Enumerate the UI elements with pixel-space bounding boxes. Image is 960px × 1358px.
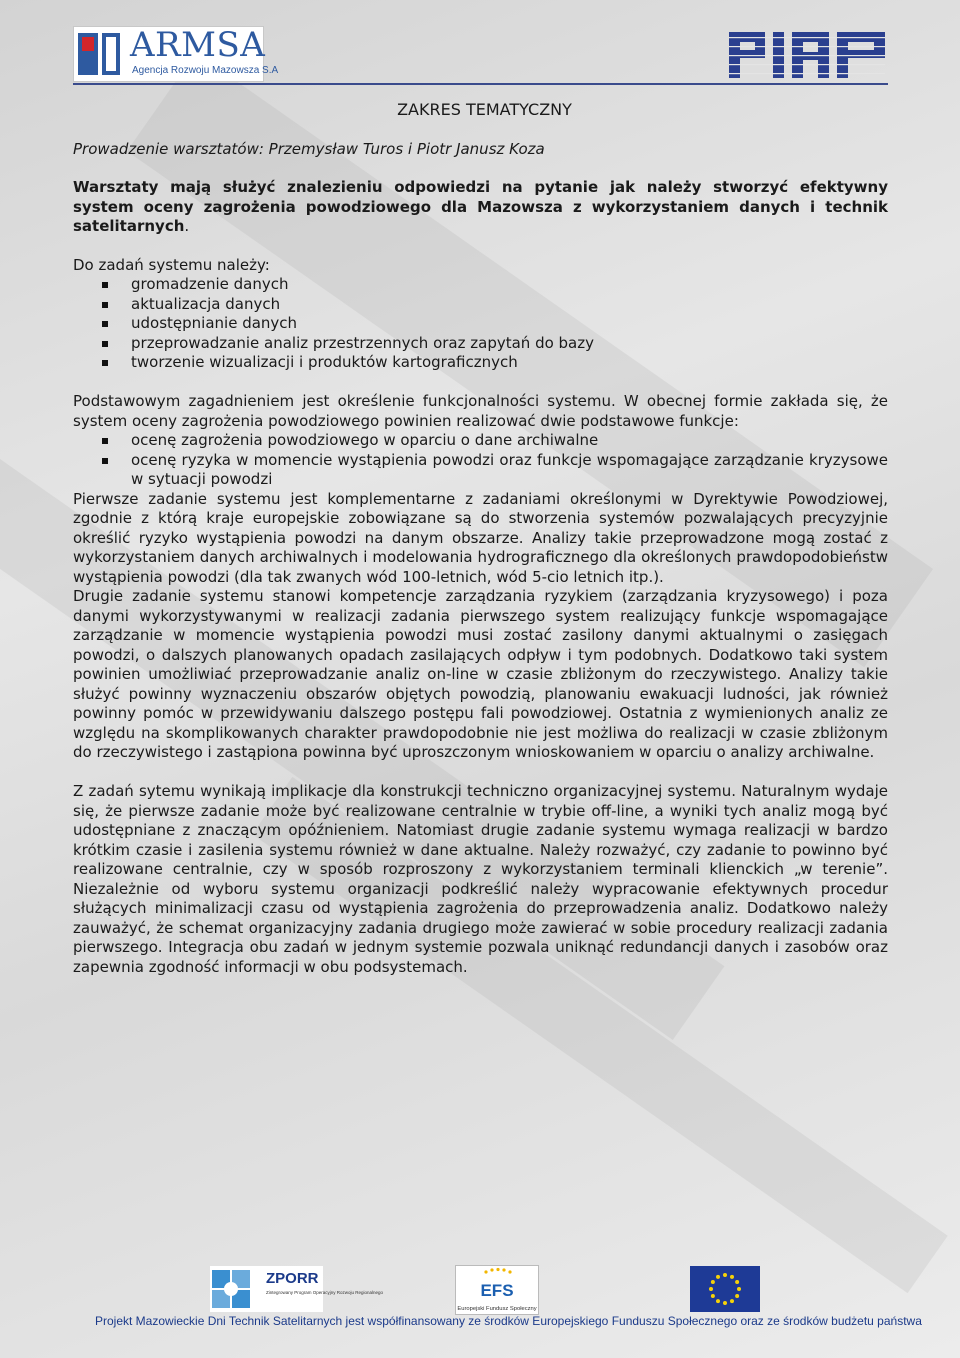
- zporr-name: ZPORR: [266, 1270, 319, 1287]
- armsa-logo: [73, 25, 279, 82]
- list-item: ocenę zagrożenia powodziowego w oparciu o dane archiwalne: [73, 431, 888, 451]
- functions-list: [73, 431, 888, 490]
- eu-star: [711, 1294, 715, 1298]
- spacer: [73, 763, 888, 783]
- eu-star: [735, 1294, 739, 1298]
- eu-star: [735, 1280, 739, 1284]
- page-header: [73, 26, 888, 86]
- footer-funding-note: Projekt Mazowieckie Dni Technik Satelitarnych jest współfinansowany ze środków Europejskiego Funduszu Społecznego oraz ze środków budżetu państwa: [95, 1314, 922, 1328]
- list-item: przeprowadzanie analiz przestrzennych oraz zapytań do bazy: [73, 334, 888, 354]
- spacer: [73, 373, 888, 393]
- zporr-subtitle: Zintegrowany Program Operacyjny Rozwoju Regionalnego: [266, 1290, 384, 1295]
- piap-logo: [729, 30, 885, 80]
- paragraph-first-task: Pierwsze zadanie systemu jest komplementarne z zadaniami określonymi w Dyrektywie Powodziowej, zgodnie z którą kraje europejskie zobowiązane są do stworzenia systemów pozwalających precyzyjnie określić ryzyko wystąpienia powodzi na danym obszarze. Analizy takie przeprowadzone mogą zostać z wykorzystaniem danych archiwalnych i modelowania hydrograficznego dla określonych prawdopodobieństw wystąpienia powodzi (dla tak zwanych wód 100-letnich, wód 5-cio letnich itp.).: [73, 489, 888, 586]
- eu-star: [716, 1275, 720, 1279]
- eu-star: [723, 1301, 727, 1305]
- eu-flag-icon: [690, 1266, 760, 1312]
- efs-name: EFS: [480, 1281, 514, 1300]
- eu-star: [730, 1275, 734, 1279]
- eu-star: [716, 1299, 720, 1303]
- efs-subtitle: Europejski Fundusz Społeczny: [457, 1306, 537, 1312]
- intro-bold-text: Warsztaty mają służyć znalezieniu odpowiedzi na pytanie jak należy stworzyć efektywny system oceny zagrożenia powodziowego dla Mazowsza z wykorzystaniem danych i technik satelitarnych: [73, 178, 888, 235]
- list-item: tworzenie wizualizacji i produktów kartograficznych: [73, 353, 888, 373]
- tasks-list: [73, 275, 888, 373]
- eu-star: [711, 1280, 715, 1284]
- section-title: ZAKRES TEMATYCZNY: [397, 100, 572, 119]
- footer-logos: [0, 1264, 960, 1314]
- efs-logo: [455, 1265, 539, 1315]
- header-rule: [73, 83, 888, 85]
- efs-mark-icon: [456, 1266, 538, 1314]
- zporr-logo: [210, 1266, 384, 1312]
- paragraph-second-task: Drugie zadanie systemu stanowi kompetencje zarządzania ryzykiem (zarządzania kryzysowego) i poza danymi wykorzystywanymi w realizacji zadania pierwszego system realizujący funkcje wspomagające zarządzanie w momencie wystąpienia powodzi musi zostać zasilony danymi aktualnymi o zasięgach powodzi, o dalszych planowanych opadach zasilających odpływ i tym podobnych. Dodatkowo taki system powinien umożliwiać przeprowadzanie analiz on-line w czasie zbliżonym do rzeczywistego. Analizy takie służyć powinny wyznaczeniu obszarów objętych powodzią, planowaniu ewakuacji ludności, jak również powinny pomóc w przewidywaniu dalszego postępu fali powodziowej. Ostatnia z wymienionych analiz ze względu na skomplikowanych charakter prawdopodobnie nie jest możliwa do realizacji w czasie zbliżonym do rzeczywistego i zastąpiona powinna być uproszczonym wnioskowaniem w oparciu o analizy archiwalne.: [73, 587, 888, 761]
- eu-star: [709, 1287, 713, 1291]
- armsa-logo-name: ARMSA: [130, 25, 266, 65]
- list-item: aktualizacja danych: [73, 295, 888, 315]
- eu-star: [730, 1299, 734, 1303]
- paragraph-implications: Z zadań sytemu wynikają implikacje dla konstrukcji techniczno organizacyjnej systemu. Naturalnym wydaje się, że pierwsze zadanie może być realizowane centralnie w trybie off-line, a wyniki tych analiz mogą być udostępniane z znaczącym opóźnieniem. Natomiast drugie zadanie systemu wymaga realizacji w bardzo krótkim czasie i zasilenia systemu również w dane aktualne. Należy rozważyć, czy zadanie to powinno być realizowane centralnie, czy w sposób rozproszony z wykorzystaniem terminali klienckich „w terenie”. Niezależnie od wyboru systemu organizacji podkreślić należy wypracowanie efektywnych procedur służących minimalizacji czasu od wystąpienia zagrożenia do przeprowadzenia analiz. Dodatkowo należy zauważyć, że schemat organizacyjny zadania drugiego może zawierać w sobie procedury realizacji zadania pierwszego. Integracja obu zadań w jednym systemie pozwala uniknąć redundancji danych i zasobów oraz zapewnia zgodność informacji w obu podsystemach.: [73, 782, 888, 976]
- eu-star: [723, 1273, 727, 1277]
- intro-end: .: [184, 217, 190, 235]
- armsa-mark-icon: [78, 31, 120, 77]
- intro-paragraph: [73, 178, 888, 237]
- tasks-heading: Do zadań systemu należy:: [73, 255, 270, 274]
- moderators-line: Prowadzenie warsztatów: Przemysław Turos i Piotr Janusz Koza: [73, 139, 545, 158]
- list-item: ocenę ryzyka w momencie wystąpienia powodzi oraz funkcje wspomagające zarządzanie kryzysowe w sytuacji powodzi: [73, 451, 888, 490]
- armsa-logo-subtitle: Agencja Rozwoju Mazowsza S.A: [132, 65, 279, 76]
- functions-intro: Podstawowym zagadnieniem jest określenie funkcjonalności systemu. W obecnej formie zakłada się, że system oceny zagrożenia powodziowego powinien realizować dwie podstawowe funkcje:: [73, 392, 888, 430]
- eu-star: [737, 1287, 741, 1291]
- document-body: [73, 100, 888, 977]
- list-item: udostępnianie danych: [73, 314, 888, 334]
- list-item: gromadzenie danych: [73, 275, 888, 295]
